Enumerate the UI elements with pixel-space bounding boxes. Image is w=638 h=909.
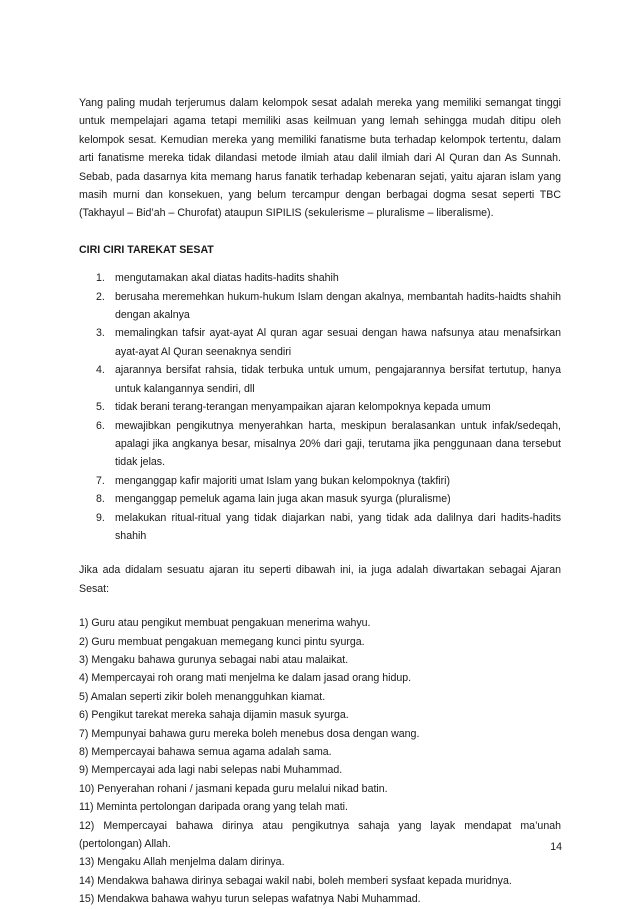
criteria-item — [96, 472, 561, 490]
criteria-number: 9. — [96, 511, 105, 524]
criteria-item — [96, 288, 561, 325]
intro-paragraph: Yang paling mudah terjerumus dalam kelompok sesat adalah mereka yang memiliki semangat tinggi untuk mempelajari agama tetapi memiliki asas keilmuan yang lemah sehingga mudah ditipu oleh kelompok sesat. Kemudian mereka yang memiliki fanatisme buta terhadap kelompok tertentu, dalam arti fanatisme mereka tidak dilandasi metode ilmiah atau dalil ilmiah dari Al Quran dan As Sunnah. Sebab, pada dasarnya kita memang harus fanatik terhadap kebenaran sejati, yaitu ajaran islam yang masih murni dan konsekuen, yang belum tercampur dengan berbagai dogma sesat seperti TBC (Takhayul – Bid’ah – Churofat) ataupun SIPILIS (sekulerisme – pluralisme – liberalisme). — [79, 97, 561, 220]
criteria-number: 7. — [96, 474, 105, 487]
criteria-number: 3. — [96, 327, 105, 340]
criteria-number: 4. — [96, 364, 105, 377]
criteria-number: 6. — [96, 419, 105, 432]
list-item: 12) Mempercayai bahawa dirinya atau pengikutnya sahaja yang layak mendapat ma’unah (pertolongan) Allah. — [79, 819, 561, 851]
criteria-text: melakukan ritual-ritual yang tidak diajarkan nabi, yang tidak ada dalilnya dari hadits-hadits shahih — [115, 511, 561, 542]
list-item: 15) Mendakwa bahawa wahyu turun selepas wafatnya Nabi Muhammad. — [79, 893, 421, 906]
list-item: 4) Mempercayai roh orang mati menjelma ke dalam jasad orang hidup. — [79, 672, 412, 685]
criteria-text: menganggap pemeluk agama lain juga akan masuk syurga (pluralisme) — [115, 493, 451, 506]
document-page — [79, 94, 561, 909]
criteria-text: menganggap kafir majoriti umat Islam yang bukan kelompoknya (takfiri) — [115, 474, 451, 487]
list-item: 6) Pengikut tarekat mereka sahaja dijamin masuk syurga. — [79, 709, 349, 722]
criteria-number: 8. — [96, 493, 105, 506]
page-number: 14 — [550, 841, 562, 853]
criteria-number: 2. — [96, 290, 105, 303]
criteria-item — [96, 490, 561, 508]
criteria-number: 1. — [96, 272, 105, 285]
criteria-item — [96, 361, 561, 398]
criteria-item — [96, 324, 561, 361]
list-item: 14) Mendakwa bahawa dirinya sebagai wakil nabi, boleh memberi sysfaat kepada muridnya. — [79, 874, 512, 887]
lead-paragraph: Jika ada didalam sesuatu ajaran itu seperti dibawah ini, ia juga adalah diwartakan sebagai Ajaran Sesat: — [79, 564, 561, 595]
list-item: 8) Mempercayai bahawa semua agama adalah sama. — [79, 746, 332, 758]
criteria-item — [96, 269, 561, 287]
points-list — [79, 614, 561, 909]
criteria-text: mewajibkan pengikutnya menyerahkan harta, meskipun beralasankan untuk infak/sedeqah, apalagi jika angkanya besar, misalnya 20% dari gaji, terutama jika penggunaan dana tersebut tidak jelas. — [115, 419, 561, 469]
list-item: 13) Mengaku Allah menjelma dalam dirinya. — [79, 856, 285, 869]
list-item: 2) Guru membuat pengakuan memegang kunci pintu syurga. — [79, 635, 365, 648]
section-heading: CIRI CIRI TAREKAT SESAT — [79, 243, 214, 256]
criteria-text: mengutamakan akal diatas hadits-hadits shahih — [115, 272, 339, 285]
criteria-list — [79, 269, 561, 545]
criteria-item — [96, 417, 561, 472]
list-item: 3) Mengaku bahawa gurunya sebagai nabi atau malaikat. — [79, 653, 349, 666]
list-item: 9) Mempercayai ada lagi nabi selepas nabi Muhammad. — [79, 764, 343, 777]
list-item: 10) Penyerahan rohani / jasmani kepada guru melalui nikad batin. — [79, 782, 388, 795]
list-item: 5) Amalan seperti zikir boleh menangguhkan kiamat. — [79, 690, 326, 703]
criteria-text: tidak berani terang-terangan menyampaikan ajaran kelompoknya kepada umum — [115, 401, 491, 414]
list-item: 1) Guru atau pengikut membuat pengakuan menerima wahyu. — [79, 617, 371, 630]
list-item: 11) Meminta pertolongan daripada orang yang telah mati. — [79, 801, 348, 814]
criteria-text: ajarannya bersifat rahsia, tidak terbuka untuk umum, pengajarannya bersifat tertutup, hanya untuk kalangannya sendiri, dll — [115, 364, 561, 395]
criteria-text: memalingkan tafsir ayat-ayat Al quran agar sesuai dengan hawa nafsunya atau menafsirkan ayat-ayat Al Quran seenaknya sendiri — [115, 327, 561, 358]
criteria-number: 5. — [96, 401, 105, 414]
criteria-text: berusaha meremehkan hukum-hukum Islam dengan akalnya, membantah hadits-haidts shahih dengan akalnya — [115, 290, 561, 322]
criteria-item — [96, 509, 561, 546]
list-item: 7) Mempunyai bahawa guru mereka boleh menebus dosa dengan wang. — [79, 727, 420, 740]
criteria-item — [96, 398, 561, 416]
